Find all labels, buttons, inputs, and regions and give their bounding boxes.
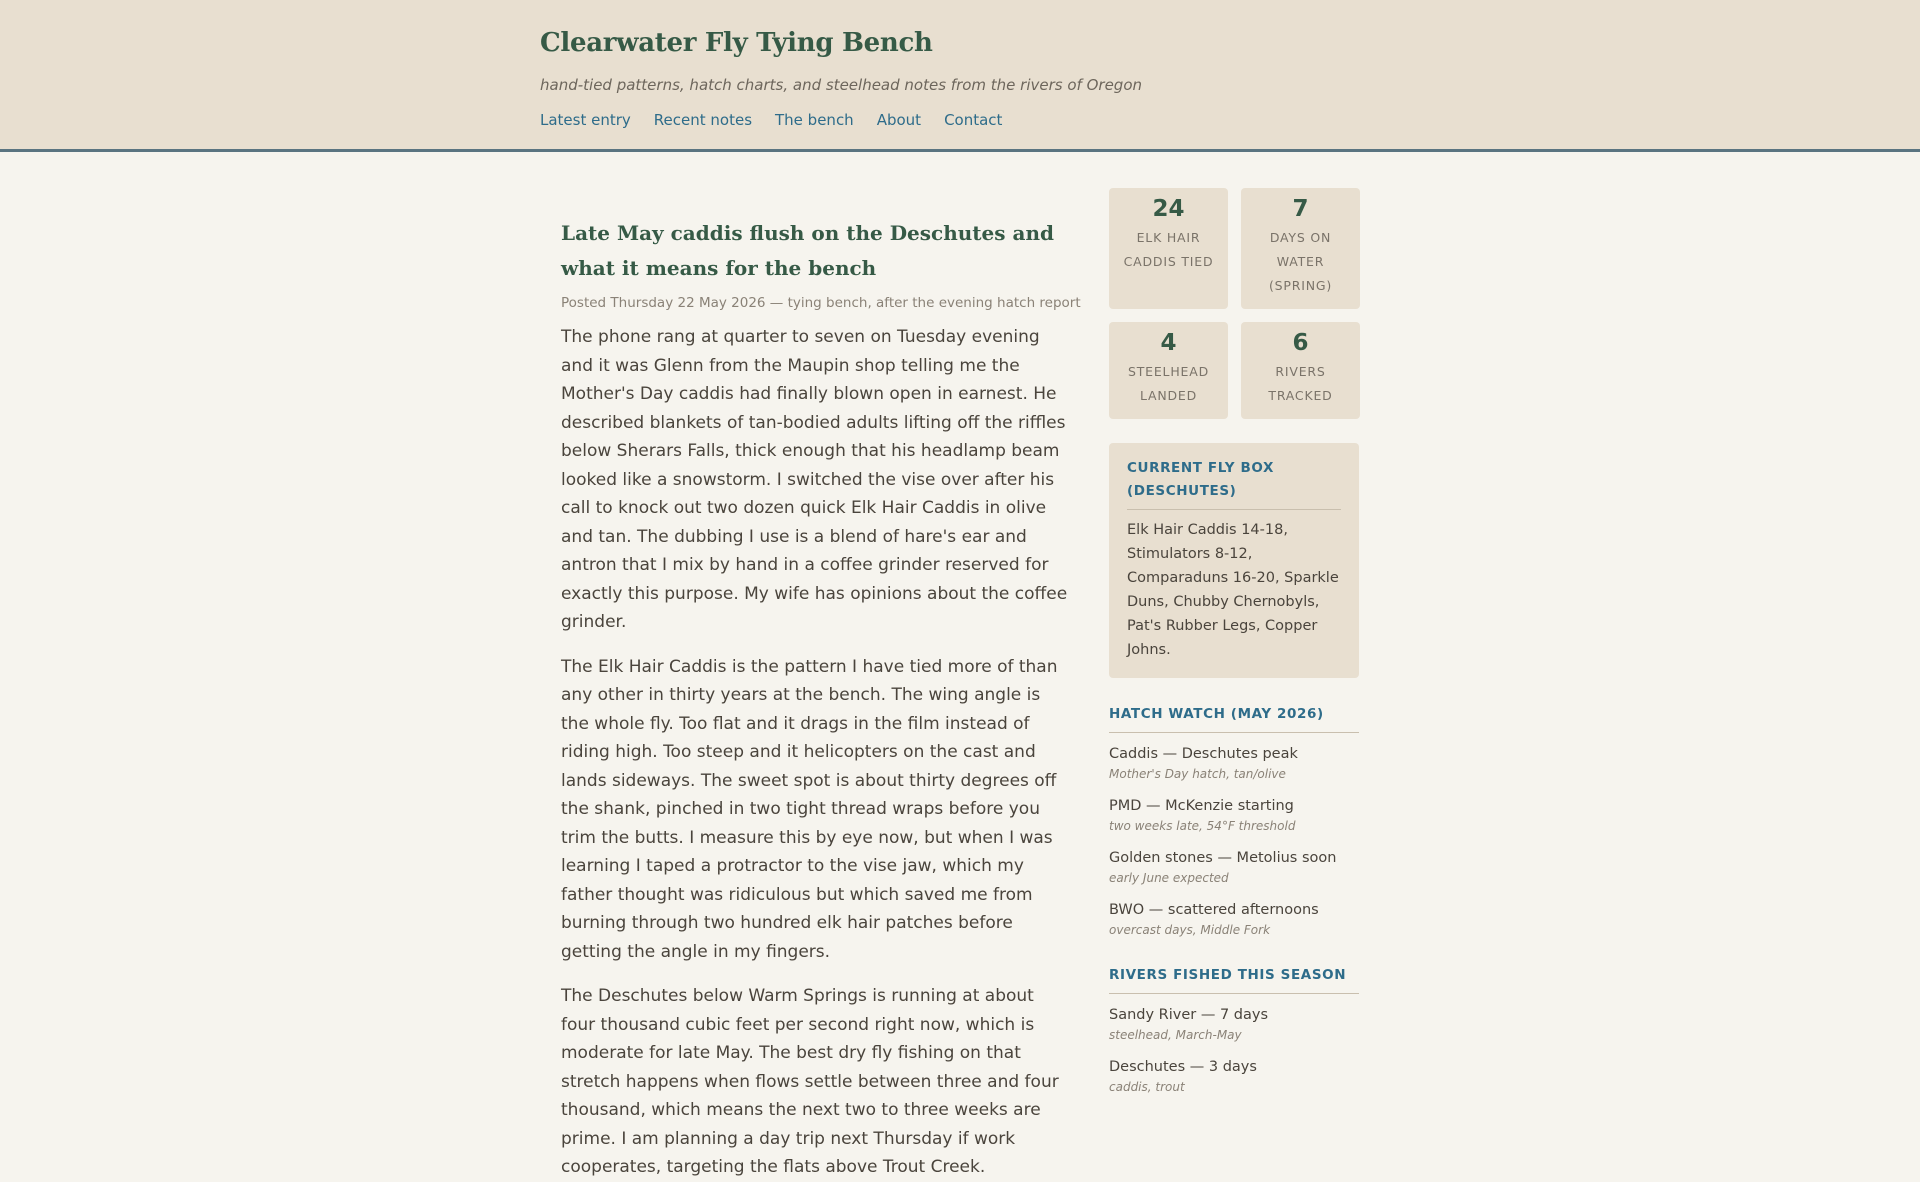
stat-label: RIVERS TRACKED <box>1268 364 1333 403</box>
post-paragraph: The phone rang at quarter to seven on Tuesday evening and it was Glenn from the Maupin shop telling me the Mother's Day caddis had finally blown open in earnest. He described blankets of tan-bodied adults lifting off the riffles below Sherars Falls, thick enough that his headlamp beam looked like a snowstorm. I switched the vise over after his call to knock out two dozen quick Elk Hair Caddis in olive and tan. The dubbing I use is a blend of hare's ear and antron that I mix by hand in a coffee grinder reserved for exactly this purpose. My wife has opinions about the coffee grinder. <box>561 327 1068 632</box>
river-item-title: Sandy River — 7 days <box>1109 1007 1269 1023</box>
post-paragraph: The Deschutes below Warm Springs is running at about four thousand cubic feet per second right now, which is moderate for late May. The best dry fly fishing on that stretch happens when flows settle between three and four thousand, which means the next two to three weeks are prime. I am planning a day trip next Thursday if work cooperates, targeting the flats above Trout Creek. <box>561 986 1059 1177</box>
fly-box-heading: CURRENT FLY BOX (DESCHUTES) <box>1127 457 1341 510</box>
hatch-item-title: PMD — McKenzie starting <box>1109 798 1294 814</box>
stat-label: STEELHEAD LANDED <box>1127 364 1209 403</box>
hatch-item <box>1109 743 1359 783</box>
hatch-watch-heading: HATCH WATCH (MAY 2026) <box>1109 704 1359 733</box>
stat-label: DAYS ON WATER (SPRING) <box>1268 230 1333 293</box>
main-nav <box>540 111 1002 129</box>
stat-label: ELK HAIR CADDIS TIED <box>1123 230 1214 269</box>
stat-card <box>1241 188 1360 309</box>
hatch-item <box>1109 847 1359 887</box>
blog-post <box>561 216 1081 1182</box>
stat-card <box>1109 188 1228 309</box>
stat-value: 6 <box>1292 330 1309 356</box>
stats-grid <box>1109 188 1359 419</box>
post-title: Late May caddis flush on the Deschutes and what it means for the bench <box>561 221 1054 280</box>
rivers-list <box>1109 1004 1359 1096</box>
hatch-item-note: early June expected <box>1109 871 1229 885</box>
fly-box-text: Elk Hair Caddis 14-18, Stimulators 8-12, Comparaduns 16-20, Sparkle Duns, Chubby Chernobyls, Pat's Rubber Legs, Copper Johns. <box>1127 522 1339 658</box>
stat-value: 4 <box>1160 330 1177 356</box>
hatch-item-title: BWO — scattered afternoons <box>1109 902 1319 918</box>
hatch-item-note: Mother's Day hatch, tan/olive <box>1109 767 1286 781</box>
stat-card <box>1109 322 1228 419</box>
river-item-title: Deschutes — 3 days <box>1109 1059 1257 1075</box>
fly-box-panel <box>1109 443 1359 678</box>
site-title[interactable]: Clearwater Fly Tying Bench <box>540 28 933 58</box>
river-item <box>1109 1004 1359 1044</box>
hatch-item-note: overcast days, Middle Fork <box>1109 923 1271 937</box>
hatch-item-title: Caddis — Deschutes peak <box>1109 746 1298 762</box>
post-paragraph: The Elk Hair Caddis is the pattern I have tied more of than any other in thirty years at the bench. The wing angle is the whole fly. Too flat and it drags in the film instead of riding high. Too steep and it helicopters on the cast and lands sideways. The sweet spot is about thirty degrees off the shank, pinched in two tight thread wraps before you trim the butts. I measure this by eye now, but when I was learning I taped a protractor to the vise jaw, which my father thought was ridiculous but which saved me from burning through two hundred elk hair patches before getting the angle in my fingers. <box>561 656 1058 962</box>
rivers-heading: RIVERS FISHED THIS SEASON <box>1109 965 1359 994</box>
hatch-item <box>1109 899 1359 939</box>
nav-about[interactable]: About <box>876 111 922 129</box>
nav-the-bench[interactable]: The bench <box>775 111 854 129</box>
stat-card <box>1241 322 1360 419</box>
hatch-item-title: Golden stones — Metolius soon <box>1109 850 1337 866</box>
post-body <box>561 323 1071 1182</box>
site-tagline: hand-tied patterns, hatch charts, and steelhead notes from the rivers of Oregon <box>540 76 1142 94</box>
hatch-item <box>1109 795 1359 835</box>
site-header <box>0 0 1920 152</box>
post-meta: Posted Thursday 22 May 2026 — tying bench, after the evening hatch report <box>561 295 1081 311</box>
sidebar <box>1109 188 1359 1096</box>
nav-latest-entry[interactable]: Latest entry <box>540 111 631 129</box>
river-item <box>1109 1056 1359 1096</box>
stat-value: 24 <box>1152 196 1185 222</box>
river-item-note: steelhead, March-May <box>1109 1028 1242 1042</box>
nav-recent-notes[interactable]: Recent notes <box>653 111 753 129</box>
hatch-item-note: two weeks late, 54°F threshold <box>1109 819 1296 833</box>
stat-value: 7 <box>1292 196 1309 222</box>
nav-contact[interactable]: Contact <box>944 111 1003 129</box>
hatch-watch-list <box>1109 743 1359 939</box>
river-item-note: caddis, trout <box>1109 1080 1185 1094</box>
